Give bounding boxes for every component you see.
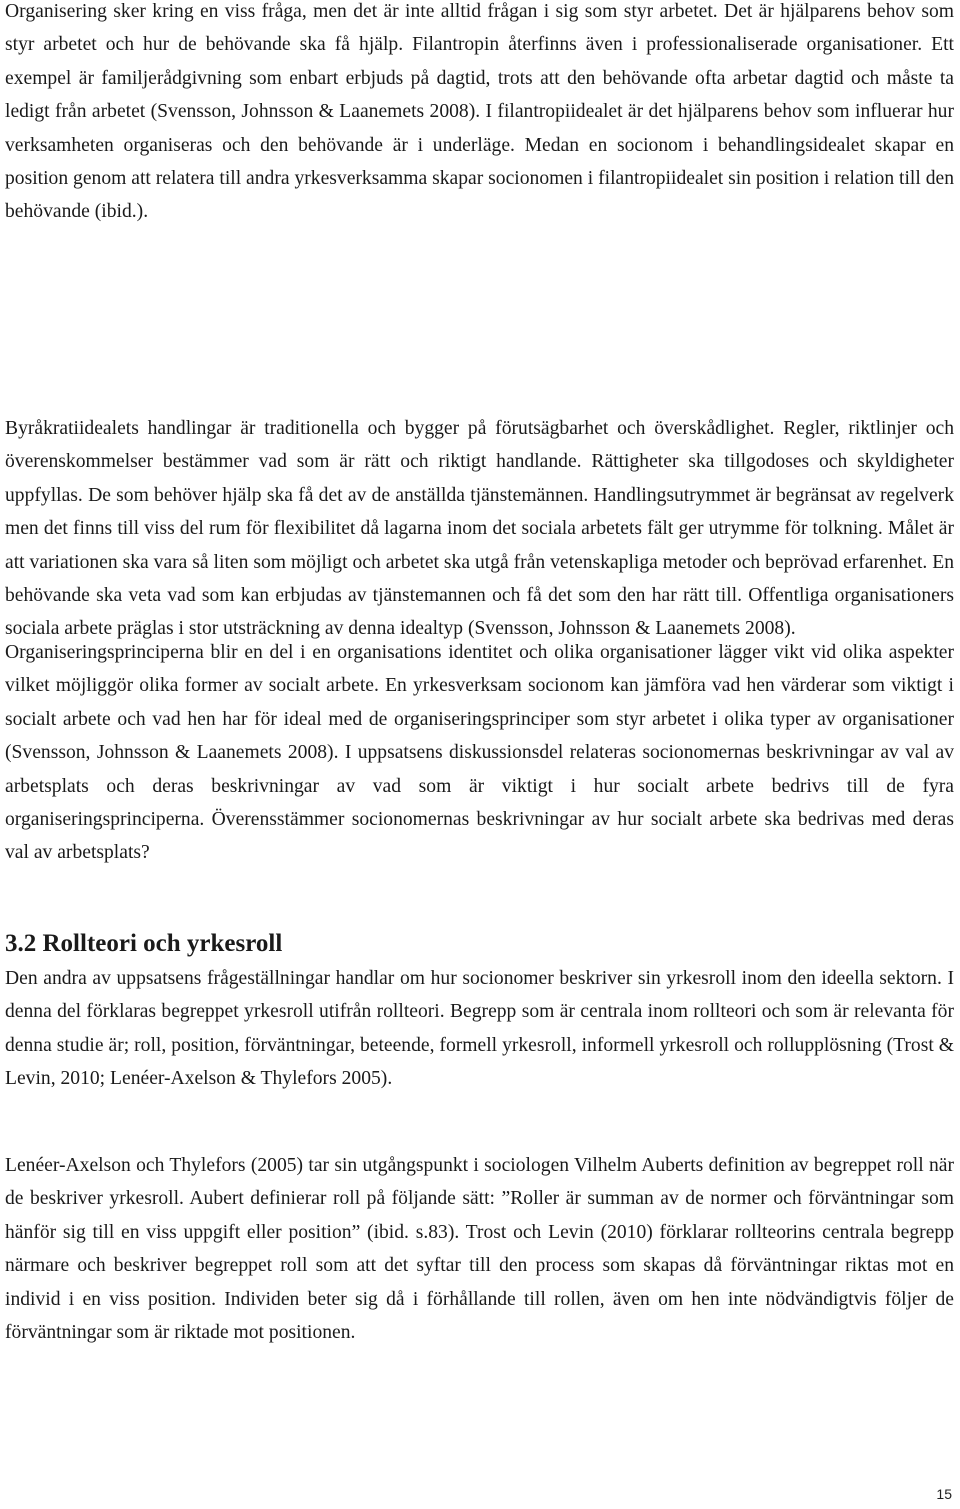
paragraph-byrakrati: Byråkratiidealets handlingar är traditionella och bygger på förutsägbarhet och överskådlighet. Regler, riktlinjer och överenskommelser bestämmer vad som är rätt och riktigt handlande. Rättigheter ska tillgodoses och skyldigheter uppfyllas. De som behöver hjälp ska få det av de anställda tjänstemännen. Handlingsutrymmet är begränsat av regelverk men det finns till viss del rum för flexibilitet då lagarna inom det sociala arbetets fält ger utrymme för tolkning. Målet är att variationen ska vara så liten som möjligt och arbetet ska utgå från vetenskapliga metoder och beprövad erfarenhet. En behövande ska veta vad som kan erbjudas av tjänstemannen och få det som den har rätt till. Offentliga organisationers sociala arbete präglas i stor utsträckning av denna idealtyp (Svensson, Johnsson & Laanemets 2008). [5,418,954,640]
paragraph-rollteori-intro: Den andra av uppsatsens frågeställningar handlar om hur socionomer beskriver sin yrkesroll inom den ideella sektorn. I denna del förklaras begreppet yrkesroll utifrån rollteori. Begrepp som är centrala inom rollteori och som är relevanta för denna studie är; roll, position, förväntningar, beteende, formell yrkesroll, informell yrkesroll och rollupplösning (Trost & Levin, 2010; Lenéer-Axelson & Thylefors 2005). [5,968,954,1090]
section-heading: 3.2 Rollteori och yrkesroll [5,930,283,957]
paragraph-filantropi: Organisering sker kring en viss fråga, men det är inte alltid frågan i sig som styr arbetet. Det är hjälparens behov som styr arbetet och hur de behövande ska få hjälp. Filantropin återfinns även i professionaliserade organisationer. Ett exempel är familjerådgivning som enbart erbjuds på dagtid, trots att den behövande ofta arbetar dagtid och måste ta ledigt från arbetet (Svensson, Johnsson & Laanemets 2008). I filantropiidealet är det hjälparens behov som influerar hur verksamheten organiseras och den behövande är i underläge. Medan en socionom i behandlingsidealet skapar en position genom att relatera till andra yrkesverksamma skapar socionomen i filantropiidealet sin position i relation till den behövande (ibid.). [5,1,954,223]
paragraph-yrkesroll-definition: Lenéer-Axelson och Thylefors (2005) tar sin utgångspunkt i sociologen Vilhelm Auberts definition av begreppet roll när de beskriver yrkesroll. Aubert definierar roll på följande sätt: ”Roller är summan av de normer och förväntningar som hänför sig till en viss uppgift eller position” (ibid. s.83). Trost och Levin (2010) förklarar rollteorins centrala begrepp närmare och beskriver begreppet roll som att det syftar till den process som skapas då förväntningar riktas mot en individ i en viss position. Individen beter sig då i förhållande till rollen, även om hen inte nödvändigtvis följer de förväntningar som är riktade mot positionen. [5,1155,954,1344]
paragraph-organiseringsprinciper: Organiseringsprinciperna blir en del i en organisations identitet och olika organisationer lägger vikt vid olika aspekter vilket möjliggör olika former av socialt arbete. En yrkesverksam socionom kan jämföra vad hen värderar som viktigt i socialt arbete och vad hen har för ideal med de organiseringsprinciper som styr arbetet i olika typer av organisationer (Svensson, Johnsson & Laanemets 2008). I uppsatsens diskussionsdel relateras socionomernas beskrivningar av val av arbetsplats och deras beskrivningar av vad som är viktigt i hur socialt arbete bedrivs till de fyra organiseringsprinciperna. Överensstämmer socionomernas beskrivningar av hur socialt arbete ska bedrivas med deras val av arbetsplats? [5,642,954,864]
page-number: 15 [936,1486,952,1502]
